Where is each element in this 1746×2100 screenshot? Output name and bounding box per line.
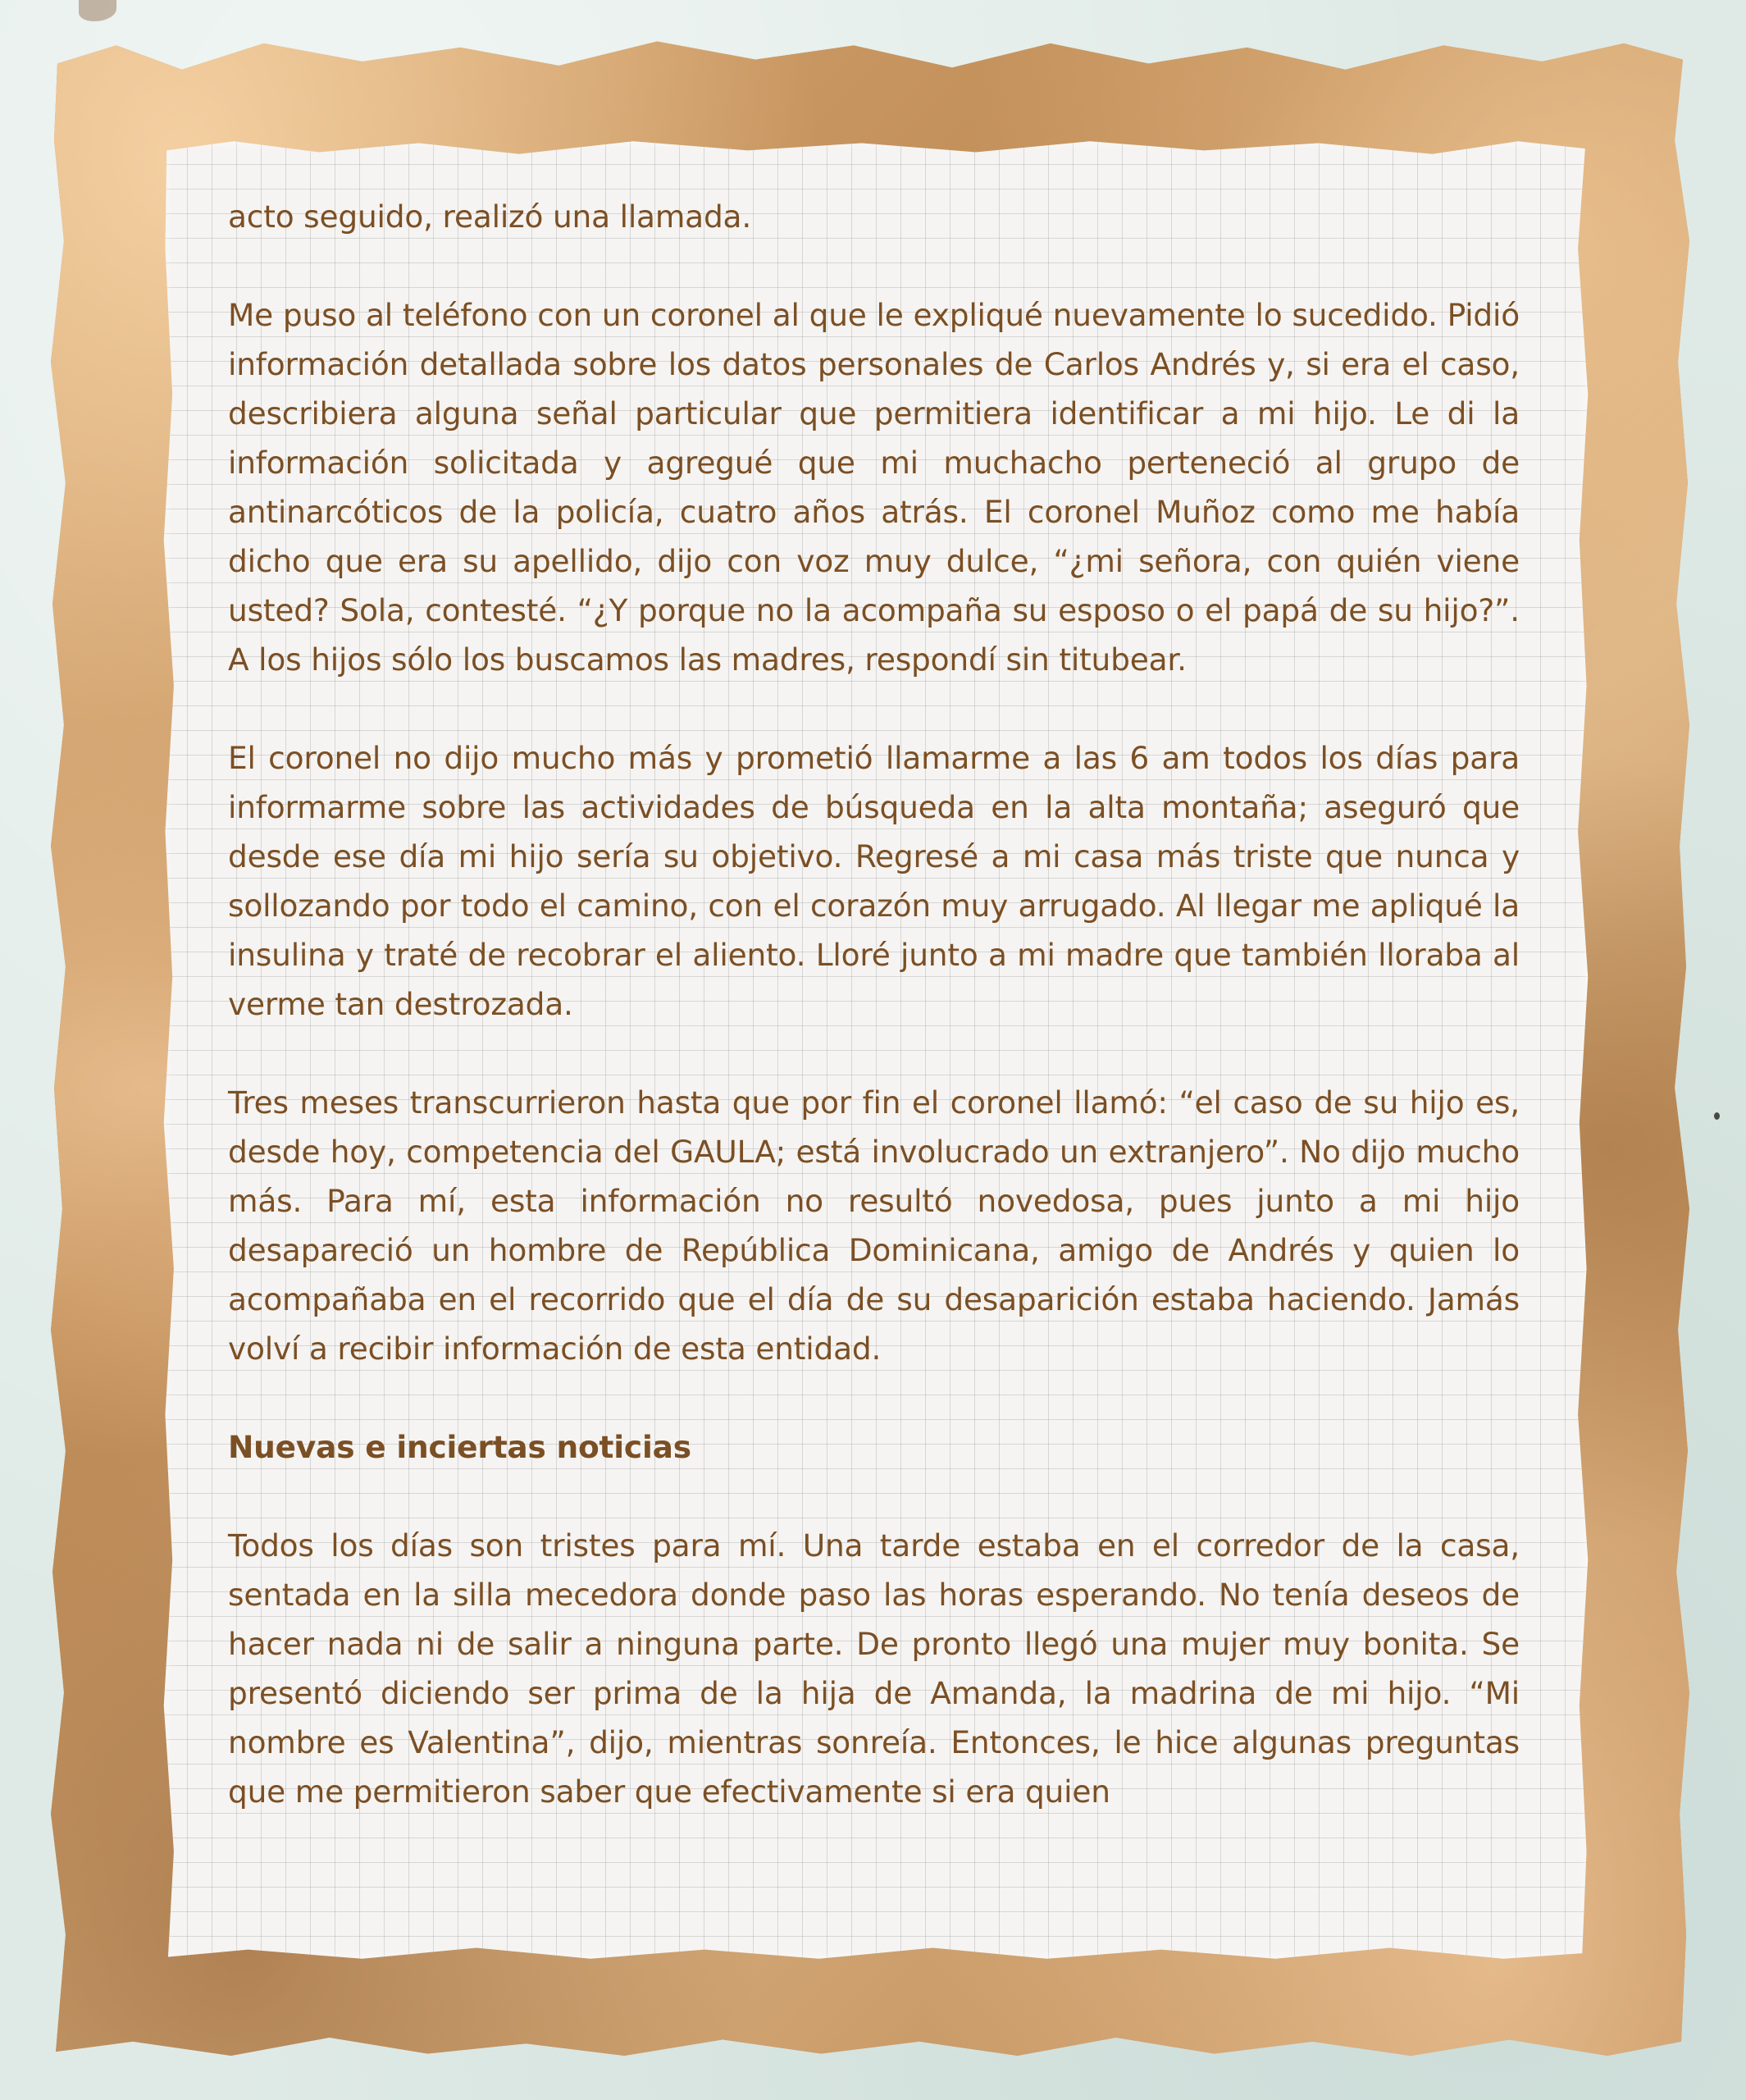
decorative-blob — [79, 0, 116, 21]
paragraph-4: Tres meses transcurrieron hasta que por fin el coronel llamó: “el caso de su hijo es, desde hoy, competencia del GAULA; está involucrado un extranjero”. No dijo mucho más. Para mí, esta información no resultó novedosa, pues junto a mi hijo desapareció un hombre de República Dominicana, amigo de Andrés y quien lo acompañaba en el recorrido que el día de su desaparición estaba haciendo. Jamás volví a recibir información de esta entidad. — [228, 1084, 1520, 1367]
paragraph-3: El coronel no dijo mucho más y prometió llamarme a las 6 am todos los días para informarme sobre las actividades de búsqueda en la alta montaña; aseguró que desde ese día mi hijo sería su objetivo. Regresé a mi casa más triste que nunca y sollozando por todo el camino, con el corazón muy arrugado. Al llegar me apliqué la insulina y traté de recobrar el aliento. Lloré junto a mi madre que también lloraba al verme tan destrozada. — [228, 740, 1520, 1022]
decorative-speck — [1714, 1112, 1720, 1120]
paragraph-2: Me puso al teléfono con un coronel al que le expliqué nuevamente lo sucedido. Pidió información detallada sobre los datos personales de Carlos Andrés y, si era el caso, describiera alguna señal particular que permitiera identificar a mi hijo. Le di la información solicitada y agregué que mi muchacho perteneció al grupo de antinarcóticos de la policía, cuatro años atrás. El coronel Muñoz como me había dicho que era su apellido, dijo con voz muy dulce, “¿mi señora, con quién viene usted? Sola, contesté. “¿Y porque no la acompaña su esposo o el papá de su hijo?”. A los hijos sólo los buscamos las madres, respondí sin titubear. — [228, 297, 1520, 678]
section-heading: Nuevas e inciertas noticias — [228, 1429, 691, 1465]
closing-paragraph: Todos los días son tristes para mí. Una tarde estaba en el corredor de la casa, sentada en la silla mecedora donde paso las horas esperando. No tenía deseos de hacer nada ni de salir a ninguna parte. De pronto llegó una mujer muy bonita. Se presentó diciendo ser prima de la hija de Amanda, la madrina de mi hijo. “Mi nombre es Valentina”, dijo, mientras sonreía. Entonces, le hice algunas preguntas que me permitieron saber que efectivamente si era quien — [228, 1527, 1520, 1810]
document-body — [228, 192, 1520, 1816]
paragraph-1: acto seguido, realizó una llamada. — [228, 199, 752, 235]
